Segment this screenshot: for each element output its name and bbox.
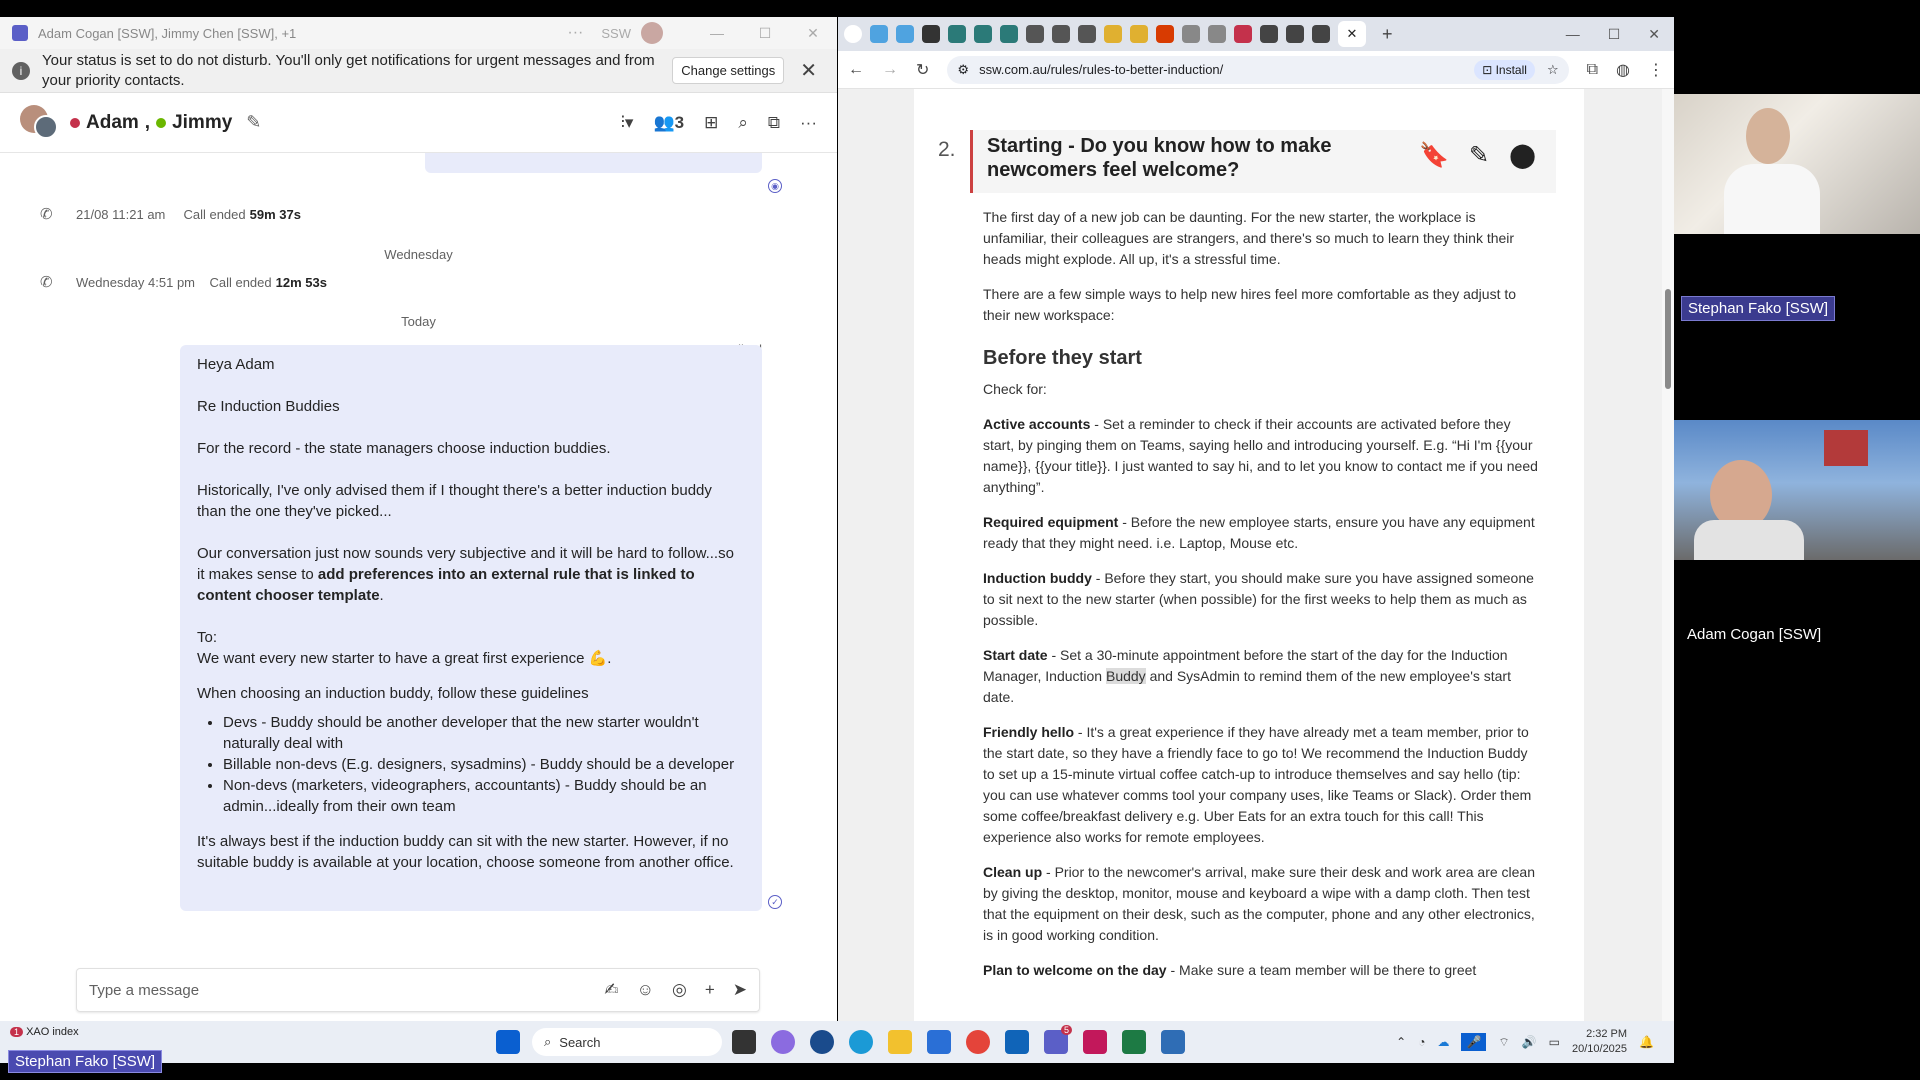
participant-name-label: Adam Cogan [SSW] [1687, 626, 1822, 643]
day-separator: Wednesday [384, 247, 453, 262]
list-item: Plan to welcome on the day - Make sure a team member will be there to greet [983, 962, 1477, 978]
taskbar-apps [496, 1030, 520, 1054]
chat-name-adam: Adam [86, 111, 139, 133]
forward-icon[interactable]: → [882, 60, 898, 78]
search-icon[interactable]: ⌕ [738, 112, 748, 132]
call-row: ✆ Wednesday 4:51 pm Call ended 12m 53s [40, 274, 327, 291]
dnd-status-icon [70, 118, 80, 128]
tab[interactable] [1182, 25, 1200, 43]
close-window-icon[interactable]: ✕ [807, 24, 819, 41]
intro-paragraph: There are a few simple ways to help new hires feel more comfortable as they adjust to their new workspace: [983, 286, 1517, 323]
pinned-apps [732, 1025, 1185, 1054]
chrome-icon[interactable] [966, 1030, 990, 1054]
notifications-icon[interactable]: 🔔 [1639, 1035, 1654, 1049]
available-status-icon [156, 118, 166, 128]
list-item: • Billable non-devs (E.g. designers, sysadmins) - Buddy should be a developer [223, 754, 745, 775]
popout-icon[interactable]: ⧉ [767, 112, 781, 132]
profile-avatar[interactable] [641, 22, 663, 44]
phone-icon: ✆ [40, 274, 53, 291]
tab[interactable] [1078, 25, 1096, 43]
compose-box[interactable] [76, 968, 760, 1012]
tab[interactable] [1104, 25, 1122, 43]
chat-title[interactable]: Adam , Jimmy [70, 112, 232, 134]
tab[interactable] [1130, 25, 1148, 43]
edge-icon[interactable] [849, 1030, 873, 1054]
message-paragraph: Historically, I've only advised them if I thought there's a better induction buddy than the one they've picked... [197, 482, 712, 520]
more-options-icon[interactable]: ··· [800, 112, 817, 132]
explorer-icon[interactable] [888, 1030, 912, 1054]
video-tile-adam[interactable] [1674, 420, 1920, 560]
message-greeting: Heya Adam [197, 356, 275, 373]
message-paragraph: For the record - the state managers choose induction buddies. [197, 440, 611, 457]
chat-body [0, 153, 837, 941]
battery-icon[interactable]: ▭ [1548, 1035, 1560, 1049]
teams-logo-icon [12, 25, 28, 41]
dnd-banner [0, 49, 837, 93]
rule-title[interactable]: Starting - Do you know how to make newcomers feel welcome? [987, 135, 1332, 181]
teams-titlebar [0, 17, 837, 49]
tab[interactable] [1000, 25, 1018, 43]
list-item: Clean up - Prior to the newcomer's arrival, make sure their desk and work area are clean by giving the desktop, monitor, mouse and keyboard a wipe with a damp cloth. Then test that the equipment on their desk, such as the computer, phone and any other electronics, is in good working condition. [983, 864, 1536, 943]
volume-icon[interactable]: 🔊 [1521, 1035, 1537, 1049]
search-icon: ⌕ [544, 1034, 552, 1049]
list-item: Friendly hello - It's a great experience if they have already met a team member, prior to the start date, so they have a friendly face to go to! We recommend the Induction Buddy to set up a 15-minute virtual coffee catch-up to introduce themselves and say hello (tip: you can use whatever comms tool your company uses, like Teams or Slack). Order them some coffee/breakfast delivery e.g. Uber Eats for an extra touch for this call! This experience also works for remote employees. [983, 724, 1532, 845]
url-text[interactable]: ssw.com.au/rules/rules-to-better-induction/ [979, 62, 1224, 77]
rule-content [983, 207, 1543, 995]
tab[interactable] [1286, 25, 1304, 43]
app-icon[interactable] [1083, 1030, 1107, 1054]
app-icon[interactable] [810, 1030, 834, 1054]
message-input[interactable]: Type a message [89, 981, 200, 999]
loop-icon[interactable]: ◎ [671, 980, 687, 999]
info-icon: i [12, 62, 30, 80]
menu-icon[interactable]: ⋮ [1648, 61, 1664, 79]
tab[interactable] [1208, 25, 1226, 43]
bottom-name-tag: Stephan Fako [SSW] [8, 1050, 162, 1073]
chevron-up-icon[interactable]: ⌃ [1396, 1035, 1407, 1049]
participants-icon[interactable]: 👥3 [653, 112, 685, 132]
back-icon[interactable]: ← [848, 60, 864, 78]
close-window-icon[interactable]: ✕ [1648, 25, 1660, 42]
page-scrollbar[interactable] [1662, 89, 1674, 1021]
article-panel [914, 89, 1584, 1021]
list-item: • Non-devs (marketers, videographers, accountants) - Buddy should be an admin...ideally from their own team [223, 775, 745, 817]
header-actions [621, 113, 817, 133]
minimize-icon[interactable]: — [1565, 25, 1580, 42]
excel-icon[interactable] [1122, 1030, 1146, 1054]
browser-window [838, 17, 1674, 1021]
tab[interactable] [1312, 25, 1330, 43]
emoji-icon[interactable]: ☺ [636, 980, 654, 999]
tab[interactable] [870, 25, 888, 43]
participants-panel [1674, 17, 1920, 1021]
change-settings-button[interactable]: Change settings [672, 57, 784, 84]
call-icon[interactable]: ⫶▾ [620, 112, 634, 132]
call-row: ✆ 21/08 11:21 am Call ended 59m 37s [40, 206, 301, 223]
video-tile-stephan[interactable] [1674, 94, 1920, 234]
bookmark-star-icon[interactable]: ☆ [1546, 61, 1559, 77]
task-view-icon[interactable] [732, 1030, 756, 1054]
start-icon[interactable] [496, 1030, 520, 1054]
participant-name-tag: Stephan Fako [SSW] [1681, 296, 1835, 321]
minimize-icon[interactable]: — [710, 25, 724, 41]
rule-header [970, 130, 1556, 193]
list-item: Induction buddy - Before they start, you should make sure you have assigned someone to sit next to the new starter (when possible) for the first weeks to help them as much as possible. [983, 570, 1534, 628]
list-item: Required equipment - Before the new employee starts, ensure you have any equipment ready that they might need. i.e. Laptop, Mouse etc. [983, 514, 1535, 551]
address-bar [838, 51, 1674, 89]
maximize-icon[interactable]: ☐ [1607, 25, 1621, 42]
widget-xao[interactable]: 1 XAO index [10, 1026, 79, 1038]
teams-window [0, 17, 837, 1021]
bookmark-icon[interactable]: 🔖 [1419, 142, 1450, 169]
message-closing: It's always best if the induction buddy can sit with the new starter. However, if no suitable buddy is available at your location, choose someone from another office. [197, 833, 734, 871]
web-page [838, 89, 1674, 1021]
check-for-label: Check for: [983, 381, 1047, 397]
taskbar-search[interactable]: ⌕ Search [532, 1028, 722, 1056]
tab[interactable] [1026, 25, 1044, 43]
tab[interactable] [922, 25, 940, 43]
new-tab-icon[interactable]: + [1382, 23, 1393, 44]
previous-message-bubble [425, 153, 762, 173]
maximize-icon[interactable]: ☐ [758, 24, 772, 41]
outlook-icon[interactable] [1005, 1030, 1029, 1054]
chat-name-jimmy: Jimmy [172, 111, 233, 133]
scrollbar-thumb[interactable] [1665, 289, 1671, 389]
tray-app-icon[interactable]: ◔ [1418, 1035, 1426, 1049]
chat-header [0, 93, 837, 153]
dnd-message: Your status is set to do not disturb. You'll only get notifications for urgent messages and from your priority contacts. [42, 51, 655, 89]
guidelines-intro: When choosing an induction buddy, follow these guidelines [197, 685, 589, 702]
app-icon[interactable] [1161, 1030, 1185, 1054]
rename-pencil-icon[interactable]: ✎ [246, 112, 262, 132]
intro-paragraph: The first day of a new job can be daunting. For the new starter, the workplace is unfamiliar, their colleagues are strangers, and there's so much to learn they think their heads might explode. All up, it's a stressful time. [983, 209, 1515, 267]
tab[interactable] [974, 25, 992, 43]
close-banner-icon[interactable]: ✕ [800, 60, 817, 82]
github-icon[interactable]: ⬤ [1509, 142, 1536, 169]
reload-icon[interactable]: ↻ [916, 61, 930, 79]
install-button[interactable]: ⊡ Install [1474, 60, 1535, 80]
message-bubble[interactable] [180, 345, 762, 911]
seen-icon: ◉ [768, 179, 782, 193]
seen-icon: ✓ [768, 895, 782, 909]
message-subject: Re Induction Buddies [197, 398, 340, 415]
extensions-icon[interactable]: ⧉ [1586, 60, 1599, 78]
rule-number: 2. [938, 138, 956, 161]
highlighted-text: Buddy [1105, 668, 1146, 684]
apps-icon[interactable]: ⊞ [704, 112, 719, 132]
tab[interactable] [896, 25, 914, 43]
active-tab[interactable]: ✕ [1338, 21, 1366, 47]
store-icon[interactable] [927, 1030, 951, 1054]
tab[interactable] [1156, 25, 1174, 43]
list-item: • Devs - Buddy should be another developer that the new starter wouldn't naturally deal with [223, 712, 745, 754]
wifi-icon[interactable]: ⌔ [1498, 1034, 1510, 1049]
taskbar [0, 1021, 1674, 1063]
day-separator: Today [401, 314, 436, 329]
format-icon[interactable]: ✍ [604, 980, 619, 999]
tab-strip [838, 17, 1674, 51]
teams-icon[interactable]: 5 [1044, 1030, 1068, 1054]
message-paragraph: Our conversation just now sounds very subjective and it will be hard to follow...so it makes sense to add preferences into an external rule that is linked to content chooser template. [197, 545, 734, 604]
group-avatar [20, 105, 58, 141]
list-item: Start date - Set a 30-minute appointment before the start of the day for the Induction Manager, Induction Buddy and SysAdmin to remind them of the new employee's start date. [983, 647, 1511, 705]
teams-window-title: Adam Cogan [SSW], Jimmy Chen [SSW], +1 [38, 25, 297, 41]
org-label: SSW [601, 25, 631, 41]
mic-icon[interactable]: 🎤 [1461, 1033, 1486, 1051]
attach-plus-icon[interactable]: + [704, 980, 715, 999]
tab[interactable] [1260, 25, 1278, 43]
message-to: To: We want every new starter to have a great first experience 💪. [197, 629, 612, 667]
guidelines-list [223, 712, 745, 817]
onedrive-icon[interactable]: ☁ [1437, 1035, 1450, 1049]
site-info-icon[interactable]: ⚙ [957, 61, 970, 77]
profile-icon[interactable]: ◍ [1616, 61, 1630, 79]
send-icon[interactable]: ➤ [732, 980, 747, 999]
phone-icon: ✆ [40, 206, 53, 223]
tab[interactable] [1052, 25, 1070, 43]
list-item: Active accounts - Set a reminder to check if their accounts are activated before they start, by pinging them on Teams, saying hello and introducing yourself. E.g. “Hi I'm {{your name}}, {{your title}}. I just wanted to say hi, and to let you know to contact me if you need anything”. [983, 416, 1538, 495]
section-heading: Before they start [983, 347, 1142, 369]
tab[interactable] [948, 25, 966, 43]
system-tray [1396, 1027, 1654, 1057]
url-field[interactable] [947, 56, 1568, 84]
clock[interactable]: 2:32 PM 20/10/2025 [1571, 1028, 1628, 1055]
edit-pencil-icon[interactable]: ✎ [1469, 142, 1490, 169]
tab-list-icon[interactable] [844, 25, 862, 43]
more-icon[interactable]: ··· [567, 24, 584, 41]
copilot-icon[interactable] [771, 1030, 795, 1054]
tab[interactable] [1234, 25, 1252, 43]
